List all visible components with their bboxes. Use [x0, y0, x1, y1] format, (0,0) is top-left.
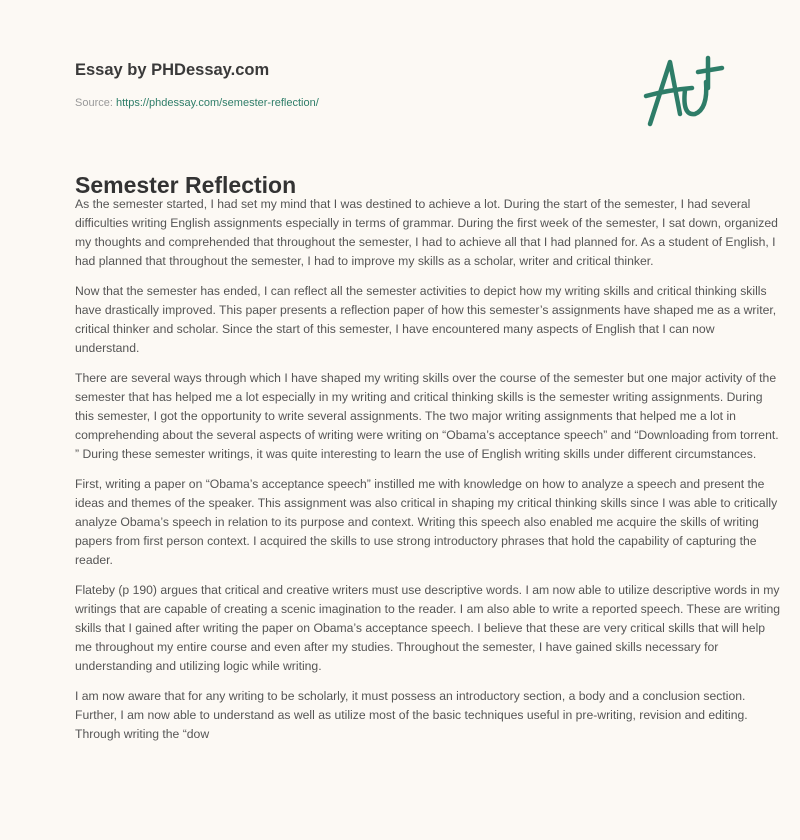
source-link[interactable]: https://phdessay.com/semester-reflection/: [115, 97, 319, 109]
paragraph: Flateby (p 190) argues that critical and creative writers must use descriptive words. I am now able to utilize descriptive words in my writings that are capable of creating a scenic imagination to the reader. I am also able to write a reported speech. These are writing skills that I gained after writing the paper on Obama’s acceptance speech. I believe that these are very critical skills that will help me throughout my entire course and even after my studies. Throughout the semester, I have gained skills necessary for understanding and utilizing logic while writing.: [75, 583, 781, 673]
source-line: [75, 97, 319, 109]
source-label: Source:: [75, 97, 113, 109]
paragraph: Now that the semester has ended, I can reflect all the semester activities to depict how my writing skills and critical thinking skills have drastically improved. This paper presents a reflection paper of how this semester’s assignments have shaped me as a writer, critical thinker and scholar. Since the start of this semester, I have encountered many aspects of English that I can now understand.: [75, 284, 777, 355]
site-brand: Essay by PHDessay.com: [75, 61, 270, 79]
page-title: Semester Reflection: [75, 172, 297, 198]
paragraph: As the semester started, I had set my mind that I was destined to achieve a lot. During the start of the semester, I had several difficulties writing English assignments especially in terms of grammar. During the first week of the semester, I sat down, organized my thoughts and comprehended that throughout the semester, I had to achieve all that I had planned for. As a student of English, I had planned that throughout the semester, I had to improve my skills as a scholar, writer and critical thinker.: [75, 197, 778, 268]
a-plus-logo-icon: [640, 54, 730, 129]
paragraph: I am now aware that for any writing to be scholarly, it must possess an introductory section, a body and a conclusion section. Further, I am now able to understand as well as utilize most of the basic techniques useful in pre-writing, revision and editing. Through writing the “dow: [75, 689, 748, 741]
essay-body: [75, 195, 780, 755]
paragraph: First, writing a paper on “Obama’s acceptance speech” instilled me with knowledge on how to analyze a speech and present the ideas and themes of the speaker. This assignment was also critical in shaping my critical thinking skills since I was able to critically analyze Obama’s speech in relation to its purpose and context. Writing this speech also enabled me acquire the skills of writing papers from first person context. I acquired the skills to use strong introductory phrases that hold the capability of capturing the reader.: [75, 477, 778, 567]
paragraph: There are several ways through which I have shaped my writing skills over the course of the semester but one major activity of the semester that has helped me a lot especially in my writing and critical thinking skills is the semester writing assignments. During this semester, I got the opportunity to write several assignments. The two major writing assignments that helped me a lot in comprehending about the several aspects of writing were writing on “Obama’s acceptance speech” and “Downloading from torrent. ” During these semester writings, it was quite interesting to learn the use of English writing skills under different circumstances.: [75, 371, 779, 461]
